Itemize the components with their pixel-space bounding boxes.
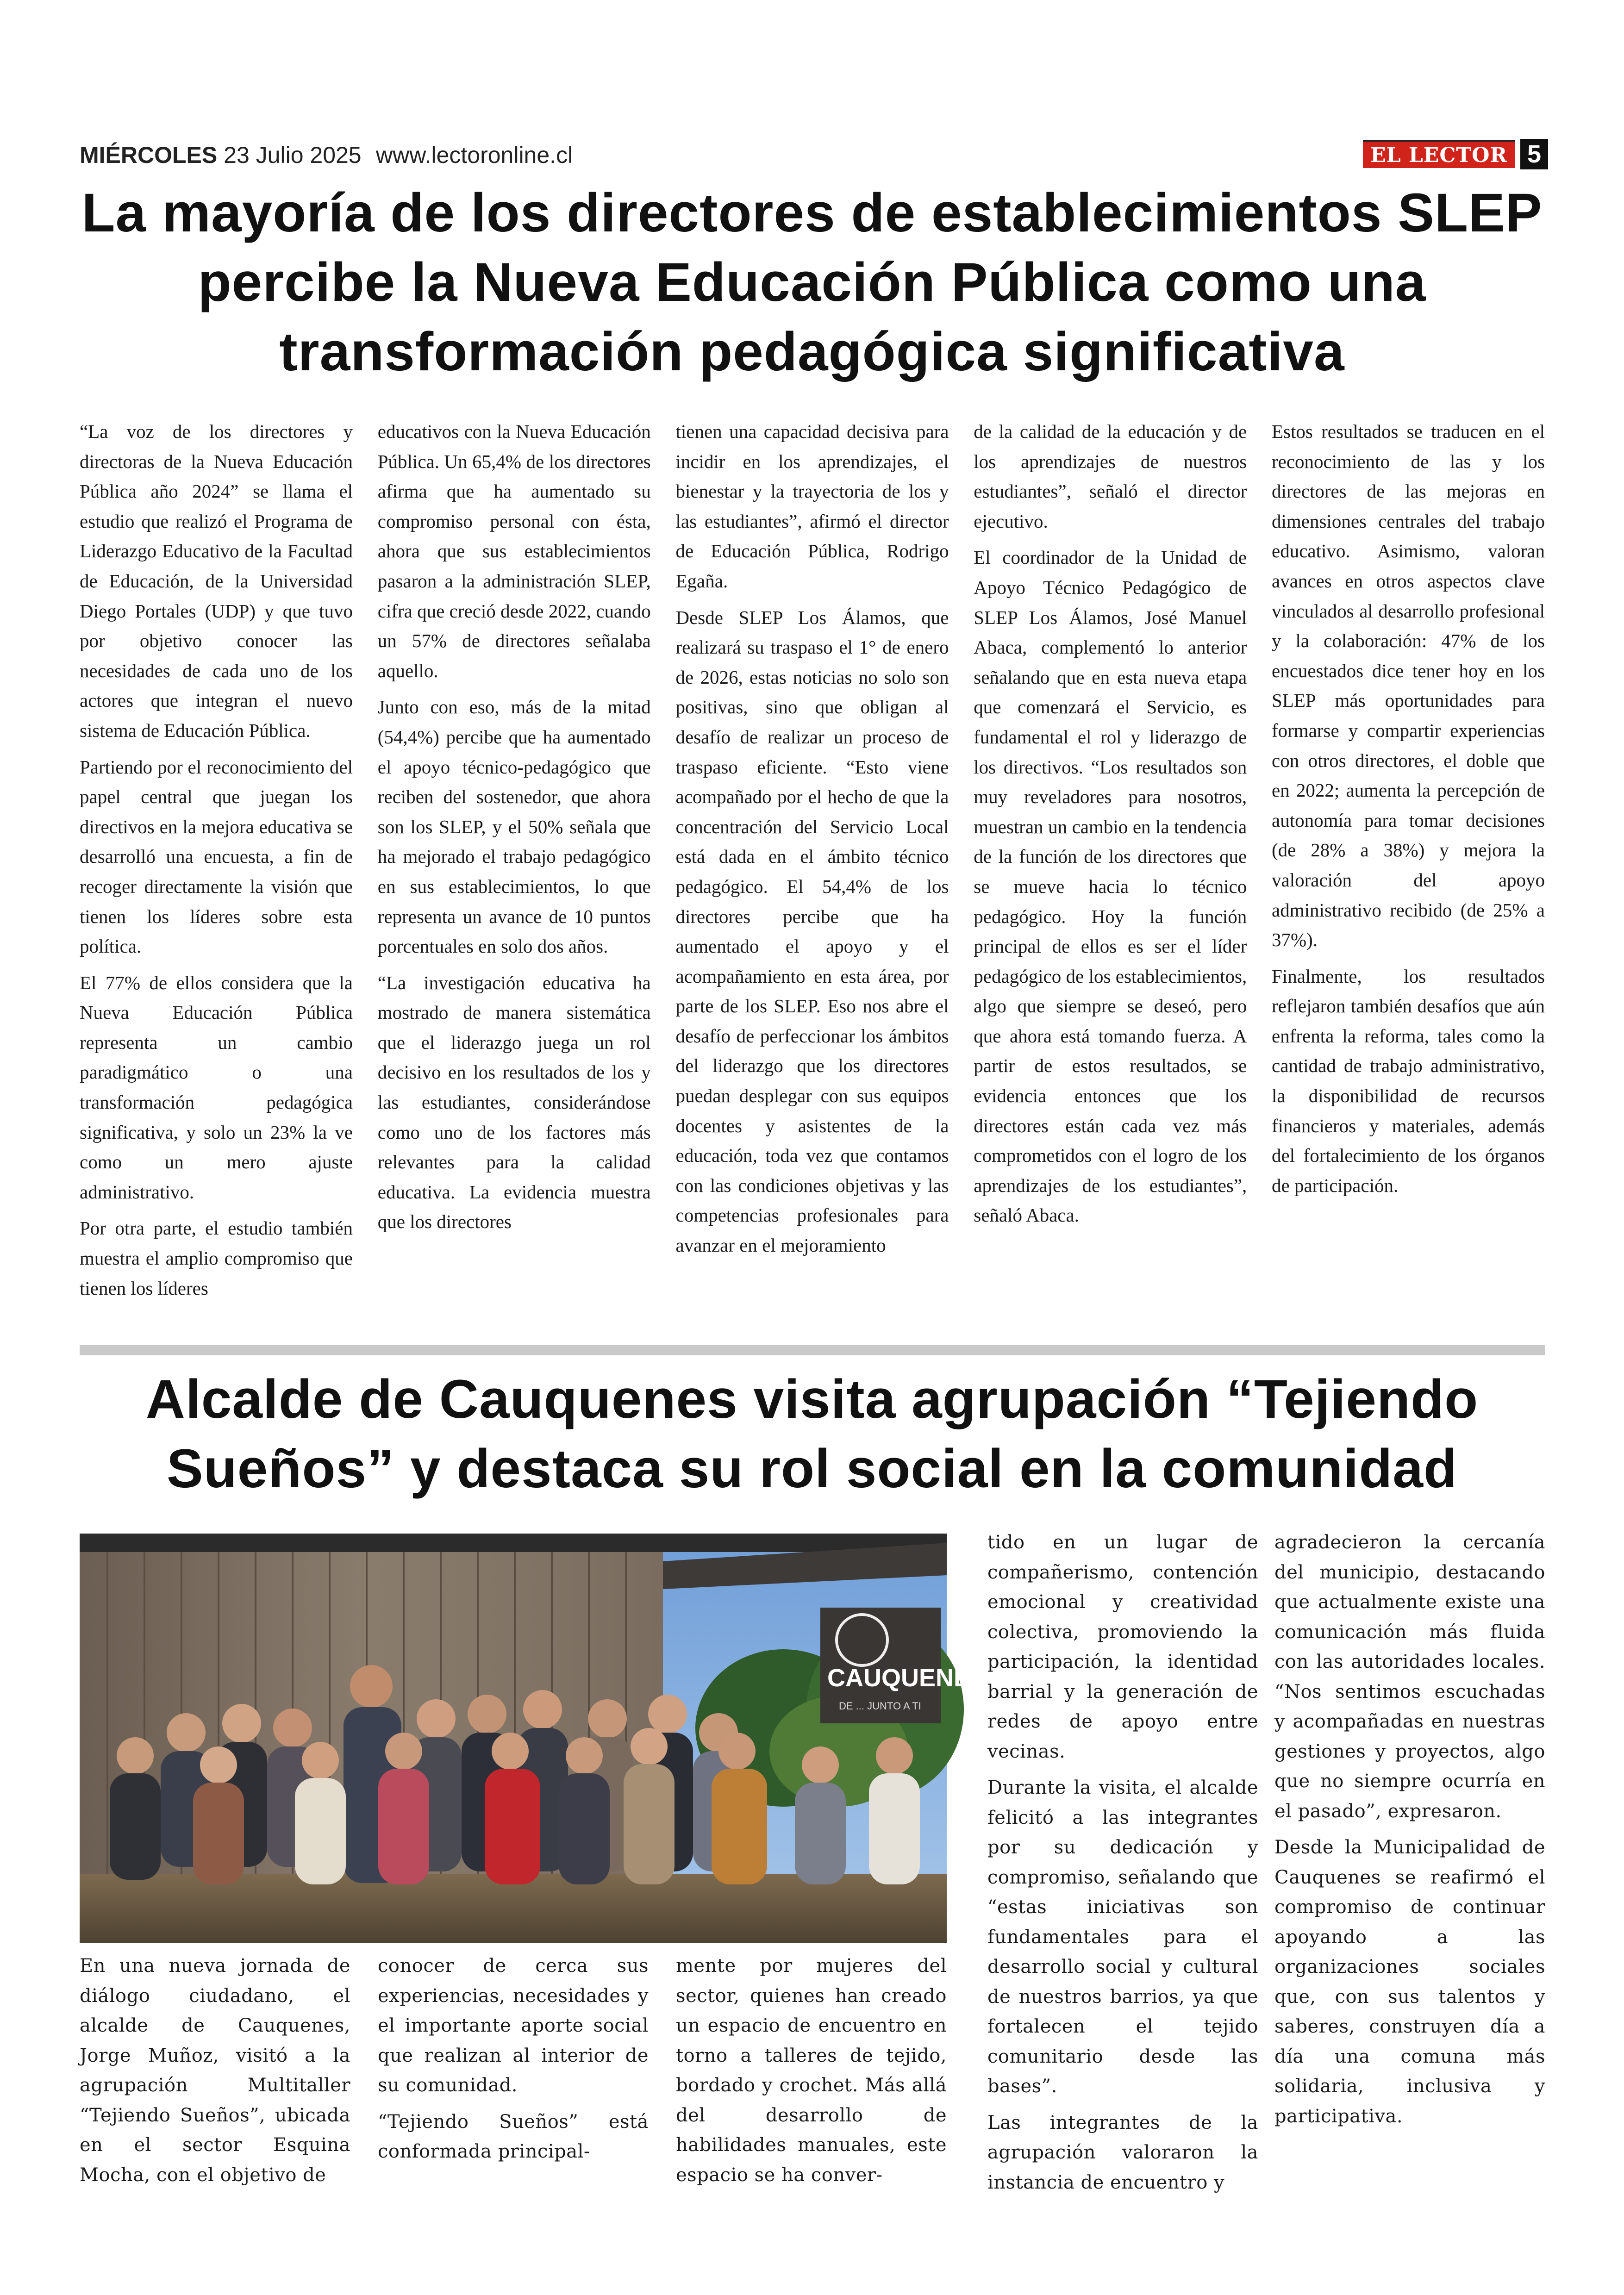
headline-line: Alcalde de Cauquenes visita agrupación “Tejiendo xyxy=(145,1369,1479,1430)
article1-column-5 xyxy=(1272,417,1545,1324)
group-photo xyxy=(80,1534,987,1943)
article1-column-3 xyxy=(676,417,949,1324)
page-header xyxy=(80,139,1548,172)
paragraph: “Tejiendo Sueños” está conformada principal- xyxy=(378,2111,649,2162)
article2-column-1 xyxy=(80,1951,350,2210)
article2-headline xyxy=(65,1365,1559,1503)
paragraph: Desde SLEP Los Álamos, que realizará su traspaso el 1° de enero de 2026, estas noticias no solo son positivas, sino que obligan al desafío de realizar un proceso de traspaso eficiente. “Esto viene acompañado por el hecho de que la concentración del Servicio Local está dada en el ámbito técnico pedagógico. El 54,4% de los directores percibe que ha aumentado el apoyo y el acompañamiento en esta área, por parte de los SLEP. Eso nos abre el desafío de perfeccionar los ámbitos del liderazgo que los directores puedan desplegar con sus equipos docentes y asistentes de la educación, toda vez que contamos con las condiciones objetivas y las competencias profesionales para avanzar en el mejoramiento xyxy=(675,606,949,1256)
paragraph: mente por mujeres del sector, quienes han creado un espacio de encuentro en torno a talleres de tejido, bordado y crochet. Más allá del desarrollo de habilidades manuales, este espacio se ha conver- xyxy=(676,1955,947,2186)
paragraph: Finalmente, los resultados reflejaron también desafíos que aún enfrenta la reforma, tales como la cantidad de trabajo administrativo, la disponibilidad de recursos financieros y materiales, además del fortalecimiento de los órganos de participación. xyxy=(1272,965,1545,1196)
article2-body-right xyxy=(987,1528,1545,2208)
headline-line: Sueños” y destaca su rol social en la comunidad xyxy=(166,1438,1458,1499)
headline-line: percibe la Nueva Educación Pública como una xyxy=(198,252,1426,313)
article2-column-5 xyxy=(1274,1528,1545,2208)
issue-date xyxy=(80,142,362,168)
paragraph: tienen una capacidad decisiva para incidir en los aprendizajes, el bienestar y la trayectoria de los y las estudiantes”, afirmó el director de Educación Pública, Rodrigo Egaña. xyxy=(675,421,949,592)
headline-line: La mayoría de los directores de establecimientos SLEP xyxy=(81,182,1543,243)
paragraph: de la calidad de la educación y de los aprendizajes de nuestros estudiantes”, señaló el director ejecutivo. xyxy=(974,421,1247,532)
article2-column-3 xyxy=(676,1951,947,2210)
paragraph: Estos resultados se traducen en el reconocimiento de las y los directores de las mejoras en dimensiones centrales del trabajo educativo. Asimismo, valoran avances en otros aspectos clave vinculados al desarrollo profesional y la colaboración: 47% de los encuestados dice tener hoy en los SLEP más oportunidades para formarse y compartir experiencias con otros directores, el doble que en 2022; aumenta la percepción de autonomía para tomar decisiones (de 28% a 38%) y mejora la valoración del apoyo administrativo recibido (de 25% a 37%). xyxy=(1272,421,1545,951)
section-divider xyxy=(80,1345,1545,1355)
paragraph: “La voz de los directores y directoras de la Nueva Educación Pública año 2024” se llama el estudio que realizó el Programa de Liderazgo Educativo de la Facultad de Educación, de la Universidad Diego Portales (UDP) y que tuvo por objetivo conocer las necesidades de cada uno de los actores que integran el nuevo sistema de Educación Pública. xyxy=(80,421,353,741)
article1-column-4 xyxy=(974,417,1247,1324)
paragraph: Junto con eso, más de la mitad (54,4%) percibe que ha aumentado el apoyo técnico-pedagógico que reciben del sostenedor, que ahora son los SLEP, y el 50% señala que ha mejorado el trabajo pedagógico en sus establecimientos, lo que representa un avance de 10 puntos porcentuales en solo dos años. xyxy=(377,696,651,957)
paragraph: El 77% de ellos considera que la Nueva Educación Pública representa un cambio paradigmático o una transformación pedagógica significativa, y solo un 23% la ve como un mero ajuste administrativo. xyxy=(80,972,353,1203)
paragraph: educativos con la Nueva Educación Pública. Un 65,4% de los directores afirma que ha aumentado su compromiso personal con ésta, ahora que sus establecimientos pasaron a la administración SLEP, cifra que creció desde 2022, cuando un 57% de directores señalaba aquello. xyxy=(377,421,651,681)
paragraph: El coordinador de la Unidad de Apoyo Técnico Pedagógico de SLEP Los Álamos, José Manuel Abaca, complementó lo anterior señalando que en esta nueva etapa que comenzará el Servicio, es fundamental el rol y liderazgo de los directivos. “Los resultados son muy reveladores para nosotros, muestran un cambio en la tendencia de la función de los directores que se mueve hacia lo técnico pedagógico. Hoy la función principal de ellos es ser el líder pedagógico de los establecimientos, algo que siempre se deseó, pero que ahora está tomando fuerza. A partir de estos resultados, se evidencia entonces que los directores están cada vez más comprometidos con el logro de los aprendizajes de los estudiantes”, señaló Abaca. xyxy=(974,547,1247,1226)
paragraph: agradecieron la cercanía del municipio, destacando que actualmente existe una comunicación más fluida con las autoridades locales. “Nos sentimos escuchadas y acompañadas en nuestras gestiones y proyectos, algo que no siempre ocurría en el pasado”, expresaron. xyxy=(1274,1532,1545,1822)
paragraph: tido en un lugar de compañerismo, contención emocional y creatividad colectiva, promoviendo la participación, la identidad barrial y la generación de redes de apoyo entre vecinas. xyxy=(987,1532,1258,1762)
paragraph: conocer de cerca sus experiencias, necesidades y el importante aporte social que realizan al interior de su comunidad. xyxy=(378,1955,649,2096)
paragraph: “La investigación educativa ha mostrado de manera sistemática que el liderazgo juega un rol decisivo en los resultados de los y las estudiantes, considerándose como uno de los factores más relevantes para la calidad educativa. La evidencia muestra que los directores xyxy=(377,972,651,1233)
sign-subtext: DE ... JUNTO A TI xyxy=(839,1700,921,1712)
paragraph: Durante la visita, el alcalde felicitó a las integrantes por su dedicación y compromiso, señalando que “estas iniciativas son fundamentales para el desarrollo social y cultural de nuestros barrios, ya que fortalecen el tejido comunitario desde las bases”. xyxy=(987,1777,1258,2097)
article1-column-2 xyxy=(378,417,651,1324)
newspaper-logo: EL LECTOR xyxy=(1363,140,1515,168)
article2-column-4 xyxy=(987,1528,1258,2208)
page-number: 5 xyxy=(1520,139,1548,169)
paragraph: Las integrantes de la agrupación valoraron la instancia de encuentro y xyxy=(987,2112,1258,2193)
article1-headline xyxy=(65,178,1559,387)
sign-text: CAUQUENES xyxy=(827,1664,987,1692)
paragraph: En una nueva jornada de diálogo ciudadano, el alcalde de Cauquenes, Jorge Muñoz, visitó a la agrupación Multitaller “Tejiendo Sueños”, ubicada en el sector Esquina Mocha, con el objetivo de xyxy=(80,1955,350,2186)
group-photo-illustration xyxy=(80,1534,987,1943)
article1-body xyxy=(80,417,1545,1324)
paragraph: Desde la Municipalidad de Cauquenes se reafirmó el compromiso de continuar apoyando a las organizaciones sociales que, con sus talentos y saberes, construyen día a día una comuna más solidaria, inclusiva y participativa. xyxy=(1274,1837,1545,2127)
article2-column-2 xyxy=(378,1951,649,2210)
weekday: MIÉRCOLES xyxy=(80,142,218,168)
headline-line: transformación pedagógica significativa xyxy=(279,321,1345,382)
paragraph: Por otra parte, el estudio también muestra el amplio compromiso que tienen los líderes xyxy=(80,1217,353,1299)
paragraph: Partiendo por el reconocimiento del papel central que juegan los directivos en la mejora educativa se desarrolló una encuesta, a fin de recoger directamente la visión que tienen los líderes sobre esta política. xyxy=(80,756,353,957)
article2-body-bottom xyxy=(80,1951,947,2210)
date: 23 Julio 2025 xyxy=(224,142,362,168)
article1-column-1 xyxy=(80,417,353,1324)
website-url: www.lectoronline.cl xyxy=(376,142,573,168)
